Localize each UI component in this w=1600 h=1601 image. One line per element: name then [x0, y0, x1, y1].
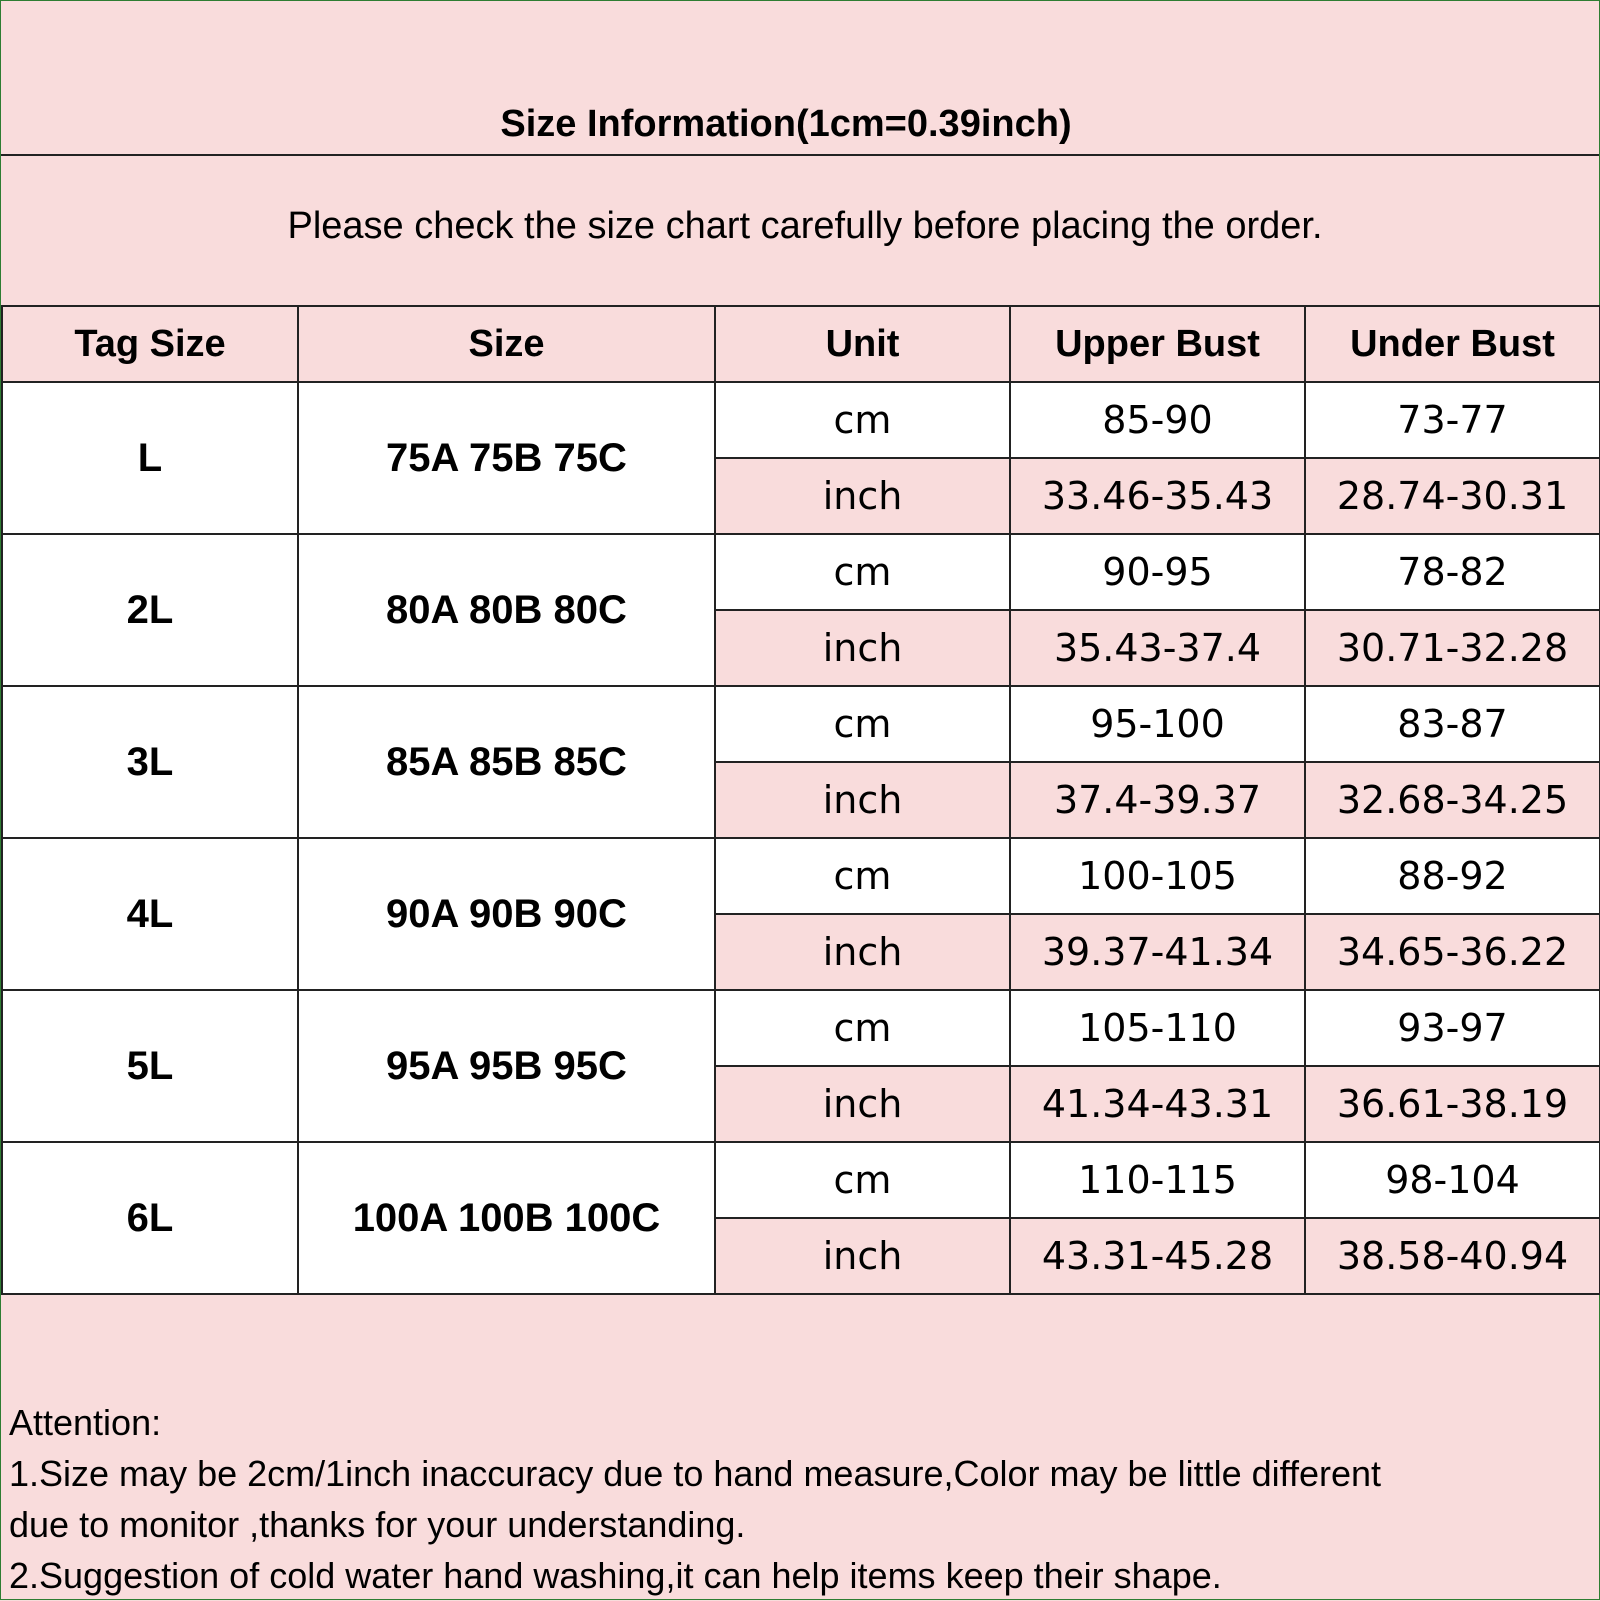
table-row — [2, 838, 1600, 914]
size-cell: 85A 85B 85C — [298, 686, 715, 838]
upper-bust-cell: 85-90 — [1010, 382, 1305, 458]
upper-bust-cell: 37.4-39.37 — [1010, 762, 1305, 838]
header-unit: Unit — [715, 306, 1010, 382]
header-tag-size: Tag Size — [2, 306, 298, 382]
size-cell: 90A 90B 90C — [298, 838, 715, 990]
attention-notes — [9, 1397, 1589, 1601]
upper-bust-cell: 90-95 — [1010, 534, 1305, 610]
attention-note-1b: due to monitor ,thanks for your understanding. — [9, 1504, 746, 1545]
tag-size-cell: 2L — [2, 534, 298, 686]
page-title: Size Information(1cm=0.39inch) — [500, 103, 1072, 145]
unit-cell: cm — [715, 686, 1010, 762]
under-bust-cell: 93-97 — [1305, 990, 1600, 1066]
unit-cell: inch — [715, 914, 1010, 990]
table-row — [2, 686, 1600, 762]
header-size: Size — [298, 306, 715, 382]
under-bust-cell: 32.68-34.25 — [1305, 762, 1600, 838]
upper-bust-cell: 41.34-43.31 — [1010, 1066, 1305, 1142]
attention-note-1a: 1.Size may be 2cm/1inch inaccuracy due to hand measure,Color may be little different — [9, 1453, 1382, 1494]
unit-cell: cm — [715, 990, 1010, 1066]
tag-size-cell: 3L — [2, 686, 298, 838]
table-row — [2, 382, 1600, 458]
under-bust-cell: 38.58-40.94 — [1305, 1218, 1600, 1294]
table-row — [2, 990, 1600, 1066]
under-bust-cell: 34.65-36.22 — [1305, 914, 1600, 990]
unit-cell: inch — [715, 610, 1010, 686]
upper-bust-cell: 105-110 — [1010, 990, 1305, 1066]
size-cell: 75A 75B 75C — [298, 382, 715, 534]
title-band — [1, 1, 1599, 156]
table-row — [2, 1142, 1600, 1218]
unit-cell: inch — [715, 1218, 1010, 1294]
tag-size-cell: 6L — [2, 1142, 298, 1294]
under-bust-cell: 73-77 — [1305, 382, 1600, 458]
size-cell: 95A 95B 95C — [298, 990, 715, 1142]
under-bust-cell: 98-104 — [1305, 1142, 1600, 1218]
notice-band — [1, 156, 1599, 305]
tag-size-cell: 5L — [2, 990, 298, 1142]
header-upper-bust: Upper Bust — [1010, 306, 1305, 382]
attention-heading: Attention: — [9, 1402, 162, 1443]
unit-cell: cm — [715, 382, 1010, 458]
unit-cell: inch — [715, 458, 1010, 534]
size-table — [1, 305, 1600, 1295]
size-cell: 100A 100B 100C — [298, 1142, 715, 1294]
unit-cell: cm — [715, 534, 1010, 610]
header-under-bust: Under Bust — [1305, 306, 1600, 382]
tag-size-cell: 4L — [2, 838, 298, 990]
upper-bust-cell: 33.46-35.43 — [1010, 458, 1305, 534]
under-bust-cell: 28.74-30.31 — [1305, 458, 1600, 534]
under-bust-cell: 78-82 — [1305, 534, 1600, 610]
under-bust-cell: 83-87 — [1305, 686, 1600, 762]
unit-cell: cm — [715, 838, 1010, 914]
upper-bust-cell: 35.43-37.4 — [1010, 610, 1305, 686]
upper-bust-cell: 110-115 — [1010, 1142, 1305, 1218]
under-bust-cell: 88-92 — [1305, 838, 1600, 914]
tag-size-cell: L — [2, 382, 298, 534]
under-bust-cell: 36.61-38.19 — [1305, 1066, 1600, 1142]
unit-cell: inch — [715, 762, 1010, 838]
table-header-row — [2, 306, 1600, 382]
upper-bust-cell: 100-105 — [1010, 838, 1305, 914]
under-bust-cell: 30.71-32.28 — [1305, 610, 1600, 686]
upper-bust-cell: 43.31-45.28 — [1010, 1218, 1305, 1294]
size-cell: 80A 80B 80C — [298, 534, 715, 686]
table-row — [2, 534, 1600, 610]
unit-cell: inch — [715, 1066, 1010, 1142]
unit-cell: cm — [715, 1142, 1010, 1218]
upper-bust-cell: 39.37-41.34 — [1010, 914, 1305, 990]
attention-note-2: 2.Suggestion of cold water hand washing,it can help items keep their shape. — [9, 1555, 1222, 1596]
notice-text: Please check the size chart carefully before placing the order. — [287, 205, 1323, 247]
upper-bust-cell: 95-100 — [1010, 686, 1305, 762]
